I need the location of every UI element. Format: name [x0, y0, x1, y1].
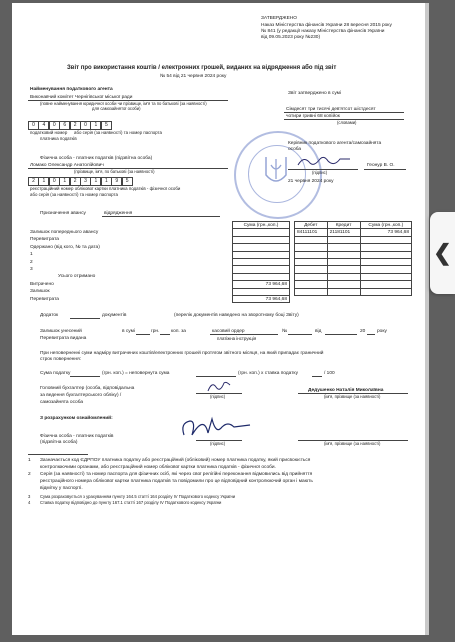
code-cell: 2	[70, 121, 81, 130]
debit-header: Дебет	[295, 222, 328, 229]
cash-order-line	[210, 334, 278, 335]
footnote-number: 2	[28, 472, 31, 477]
row-label: Перевитрата	[30, 237, 59, 243]
overspend-label: Перевитрата видана	[40, 336, 87, 341]
acquainted-label: З розрахунком ознайомлений:	[40, 416, 113, 421]
table-row	[28, 281, 290, 288]
right-header-row	[295, 222, 412, 229]
tax-sum-rest-2: (грн. коп.) х ставка податку	[238, 371, 298, 376]
report-title: Звіт про використання коштів / електронних грошей, виданих на відрядження або під звіт	[67, 65, 337, 71]
credit-cell: 21181101	[327, 229, 360, 236]
row-label: Одержано (від кого, № та дата)	[30, 244, 100, 250]
person-sign-caption: (підпис)	[210, 441, 226, 446]
kop-line	[160, 334, 170, 335]
chevron-left-icon: ❮	[433, 240, 452, 265]
row-label: Залишок	[30, 289, 50, 295]
unreturned-line	[196, 376, 236, 377]
number-sign: №	[282, 329, 288, 334]
approved-amount-words-2: чотири гривні 68 копійок	[286, 114, 340, 119]
number-line	[288, 334, 312, 335]
approved-amount-words-1: Сімдесят три тисячі дев'ятсот шістдесят	[286, 107, 376, 112]
code-cell: 5	[101, 121, 112, 130]
footnote-separator	[28, 454, 88, 455]
reg-cell: 1	[101, 177, 112, 186]
accountant-label-2: за ведення бухгалтерського обліку) /	[40, 393, 122, 398]
table-row	[28, 266, 290, 273]
approved-amount-caption: (словами)	[337, 120, 357, 125]
row-value	[233, 251, 290, 258]
amount-underline-1	[284, 112, 404, 113]
kop-text: коп. за	[171, 329, 186, 334]
taxpayer-code-cells	[28, 121, 111, 130]
agent-heading: Найменування податкового агента	[30, 87, 113, 92]
right-table	[294, 221, 412, 296]
row-value	[233, 229, 290, 236]
uah-text: грн.	[151, 329, 160, 334]
table-row	[28, 288, 290, 295]
tax-sum-line	[70, 376, 100, 377]
code-cell: 0	[49, 121, 60, 130]
row-value	[233, 258, 290, 265]
table-row	[28, 273, 290, 280]
table-row	[28, 251, 290, 258]
taxpayer-code-caption-2: або серія (за наявності) та номер паспорта	[74, 130, 162, 135]
reg-caption-1: реєстраційний номер облікової картки платника податків - фізичної особи	[30, 186, 181, 191]
reg-caption-2: або серія (за наявності) та номер паспорта	[30, 192, 118, 197]
purpose-value: відрядження	[104, 211, 133, 216]
row-label: 2	[30, 259, 33, 265]
reg-cell: 1	[38, 177, 49, 186]
report-number: № 54 від 21 червня 2024 року	[160, 74, 227, 79]
accountant-sign-caption: (підпис)	[210, 394, 226, 399]
purpose-line	[102, 216, 220, 217]
table-row	[28, 229, 290, 236]
row-label: Залишок попереднього авансу	[30, 230, 99, 236]
agent-caption-1: (повне найменування юридичної особи чи прізвище, ім'я та по батькові (за наявності)	[40, 101, 207, 106]
left-table	[28, 221, 290, 303]
footnote-number: 3	[28, 494, 31, 499]
row-value	[233, 236, 290, 243]
tax-sum-rest: (грн. коп.) = неповернута сума	[102, 371, 170, 376]
tax-pct: / 100	[324, 371, 335, 376]
amount-header: Сума (грн.,коп.)	[233, 222, 290, 229]
year-text: 20	[360, 329, 366, 334]
year-suffix: року	[377, 329, 387, 334]
reg-cell: 1	[90, 177, 101, 186]
code-cell: 0	[28, 121, 39, 130]
notice-line-1: При неповерненні суми надміру витрачених коштів/електронних грошей протягом звітного місяця, на який припадає граничний	[40, 351, 324, 356]
reg-cell: 2	[70, 177, 81, 186]
person-label-2: (підзвітна особа)	[40, 440, 78, 445]
head-caption-2: особа	[288, 147, 302, 152]
reg-cell: 5	[122, 177, 133, 186]
head-name-line	[364, 169, 406, 170]
addition-line	[70, 318, 100, 319]
reg-cell: 3	[80, 177, 91, 186]
row-value	[233, 288, 290, 295]
footnote-text: відмітку у паспорті.	[40, 486, 83, 491]
accountant-name-caption: (ім'я, прізвище (за наявності)	[324, 394, 381, 399]
table-row	[28, 236, 290, 243]
code-cell: 1	[90, 121, 101, 130]
rate-line	[312, 376, 322, 377]
agent-name: Виконавчий комітет Чернігівської міської ради	[30, 95, 133, 100]
purpose-label: Призначення авансу	[40, 211, 86, 216]
row-value: 73 964,68	[233, 281, 290, 288]
physical-name: Ломако Олександр Анатолійович	[30, 163, 104, 168]
head-name: Геонур В. О.	[367, 163, 395, 168]
accountant-label-3: самозайнята особа	[40, 400, 84, 405]
page-edge	[425, 3, 429, 635]
code-cell: 6	[59, 121, 70, 130]
row-label: Перевитрата	[30, 296, 59, 302]
footnote-number: 4	[28, 500, 31, 505]
addition-right: (перелік документів наведено на зворотному боці Звіту)	[174, 313, 299, 318]
row-label: 3	[30, 267, 33, 273]
table-header-row	[28, 222, 290, 229]
credit-header: Кредит	[327, 222, 360, 229]
row-label: Витрачено	[30, 281, 54, 287]
head-caption: Керівник податкового агента/самозайнята	[288, 141, 382, 146]
accountant-label-1: Головний бухгалтер (особа, відповідальна	[40, 386, 135, 391]
taxpayer-code-caption-1: податковий номер	[30, 130, 68, 135]
taxpayer-code-caption-3: платника податків	[40, 136, 77, 141]
reg-cell: 1	[59, 177, 70, 186]
person-name-caption: (ім'я, прізвище (за наявності)	[324, 441, 381, 446]
head-sign-caption: (підпис)	[312, 170, 328, 175]
reg-cell: 0	[49, 177, 60, 186]
reg-cell: 2	[28, 177, 39, 186]
collapse-panel-button[interactable]	[430, 212, 455, 294]
table-row	[28, 258, 290, 265]
reg-number-cells	[28, 177, 132, 186]
row-value: 73 964,68	[233, 295, 290, 302]
debit-cell: 84111101	[295, 229, 328, 236]
physical-caption: (прізвище, ім'я, по батькові (за наявності)	[74, 169, 155, 174]
approved-line2: № 841 (у редакції наказу Міністерства фінансів України	[261, 29, 385, 34]
accountant-name: Дедушенко Наталія Миколаївна	[308, 388, 384, 393]
reg-cell: 9	[111, 177, 122, 186]
row-value	[233, 273, 290, 280]
person-signature-icon	[178, 413, 256, 443]
report-date: 21 червня 2024 року	[288, 179, 334, 184]
trident-emblem-icon	[262, 153, 290, 189]
footnote-text: Сума розраховується з урахуванням пункту 164.5 статті 164 розділу IV Податкового кодексу України	[40, 494, 236, 499]
addition-label: Додаток	[40, 313, 59, 318]
approved-line3: від 09.05.2023 року №230)	[261, 35, 321, 40]
remainder-label: Залишок унесений	[40, 329, 82, 334]
footnote-text: Ставка податку відповідно до пункту 167.1 статті 167 розділу IV Податкового кодексу України	[40, 500, 222, 505]
notice-line-2: строк повернення:	[40, 357, 82, 362]
document-page	[12, 3, 425, 635]
date-line	[325, 334, 357, 335]
uah-line	[136, 334, 150, 335]
code-cell: 0	[80, 121, 91, 130]
person-label-1: Фізична особа - платник податків	[40, 434, 114, 439]
footnote-text: Серія (за наявності) та номер паспорта для фізичних осіб, які через свої релігійні переконання відмовились від прийняття	[40, 472, 313, 477]
from-text: від	[315, 329, 322, 334]
row-label: 1	[30, 252, 33, 258]
row-label: Усього отримано	[58, 274, 96, 280]
approved-title: ЗАТВЕРДЖЕНО	[261, 16, 298, 21]
cash-order-text: касовий ордер	[212, 329, 245, 334]
addition-docs: документів	[102, 313, 127, 318]
tax-sum-label: Сума податку	[40, 371, 71, 376]
right-row	[295, 229, 412, 236]
footnote-text: контролюючими органами, або реєстраційний номер облікової картки платника податків - фізичної особи.	[40, 465, 276, 470]
in-sum-text: в сумі	[122, 329, 135, 334]
row-value	[233, 266, 290, 273]
table-row	[28, 295, 290, 302]
sum-header: Сума (грн.,коп.)	[360, 222, 411, 229]
table-row	[28, 244, 290, 251]
footnote-text: реєстраційного номера облікової картки платника податків та повідомили про це відповідний контролюючий орган і мають	[40, 479, 313, 484]
year-line	[367, 334, 375, 335]
physical-label: Фізична особа - платник податків (підзвітна особа)	[40, 156, 153, 161]
amount-cell: 73 964,68	[360, 229, 411, 236]
row-value	[233, 244, 290, 251]
payment-instruction: платіжна інструкція	[217, 336, 257, 341]
approved-amount-label: Звіт затверджено в сумі	[288, 91, 342, 96]
approved-line1: Наказ Міністерства фінансів України 28 вересня 2015 року	[261, 23, 392, 28]
footnote-text: Зазначається код ЄДРПОУ платника податку або реєстраційний (обліковий) номер платника податку, який присвоюється	[40, 458, 311, 463]
code-cell: 4	[38, 121, 49, 130]
footnote-number: 1	[28, 458, 31, 463]
agent-caption-2: для самозайнятої особи)	[92, 106, 141, 111]
